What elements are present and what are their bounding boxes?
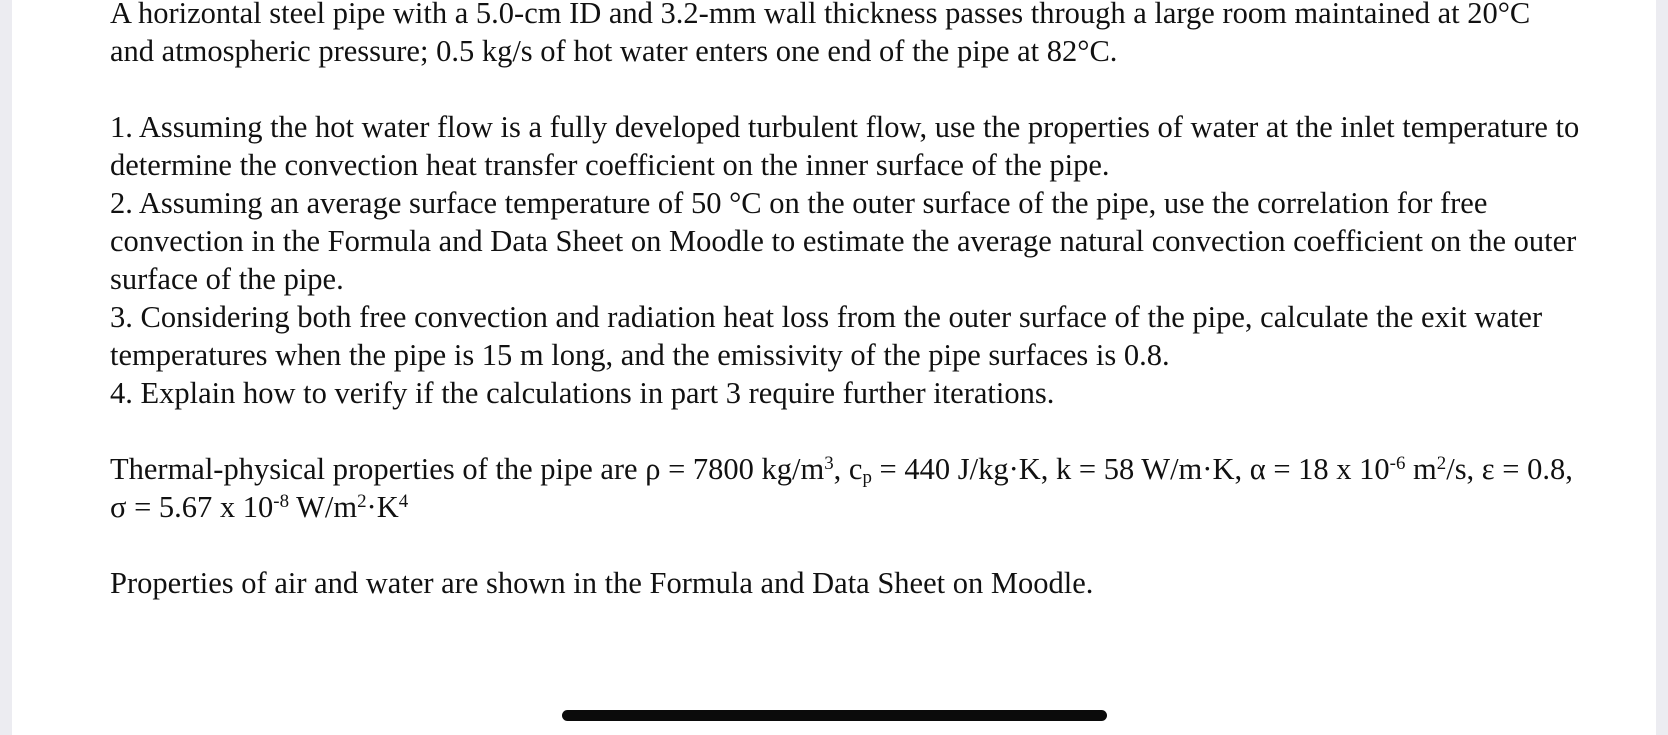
property-text: = 440 J/kg·K, k = 58 W/m·K, α = 18 x 10 bbox=[871, 452, 1390, 486]
properties-note: Properties of air and water are shown in the Formula and Data Sheet on Moodle. bbox=[110, 566, 1094, 600]
property-text: /s, ε = 0.8, σ = 5.67 x 10 bbox=[110, 452, 1573, 524]
paragraph-gap bbox=[110, 526, 1580, 564]
question-3: 3. Considering both free convection and radiation heat loss from the outer surface of the pipe, calculate the exit water temperatures when the pipe is 15 m long, and the emissivity of the pipe surfaces is 0.8. bbox=[110, 300, 1543, 372]
problem-text bbox=[110, 0, 1580, 602]
property-text: , c bbox=[833, 452, 863, 486]
problem-intro: A horizontal steel pipe with a 5.0-cm ID and 3.2-mm wall thickness passes through a large room maintained at 20°C and atmospheric pressure; 0.5 kg/s of hot water enters one end of the pipe at 82°C. bbox=[110, 0, 1531, 68]
property-text: m bbox=[1405, 452, 1437, 486]
property-superscript: -6 bbox=[1389, 452, 1406, 474]
property-superscript: 3 bbox=[824, 452, 834, 474]
paragraph-gap bbox=[110, 70, 1580, 108]
question-1: 1. Assuming the hot water flow is a fully developed turbulent flow, use the properties of water at the inlet temperature to determine the convection heat transfer coefficient on the inner surface of the pipe. bbox=[110, 110, 1580, 182]
property-subscript: p bbox=[862, 466, 872, 488]
property-superscript: 2 bbox=[1436, 452, 1447, 474]
question-4: 4. Explain how to verify if the calculations in part 3 require further iterations. bbox=[110, 376, 1055, 410]
pipe-properties bbox=[110, 450, 1580, 526]
property-superscript: 4 bbox=[398, 490, 409, 512]
property-superscript: 2 bbox=[357, 490, 367, 512]
paragraph-gap bbox=[110, 412, 1580, 450]
property-text: W/m bbox=[289, 490, 358, 524]
property-text: ·K bbox=[366, 490, 399, 524]
document-page bbox=[12, 0, 1656, 735]
question-2: 2. Assuming an average surface temperature of 50 °C on the outer surface of the pipe, use the correlation for free convection in the Formula and Data Sheet on Moodle to estimate the average natural convection coefficient on the outer surface of the pipe. bbox=[110, 186, 1577, 296]
property-text: Thermal-physical properties of the pipe are ρ = 7800 kg/m bbox=[110, 452, 825, 486]
property-superscript: -8 bbox=[273, 490, 290, 512]
home-indicator-bar[interactable] bbox=[562, 710, 1107, 721]
